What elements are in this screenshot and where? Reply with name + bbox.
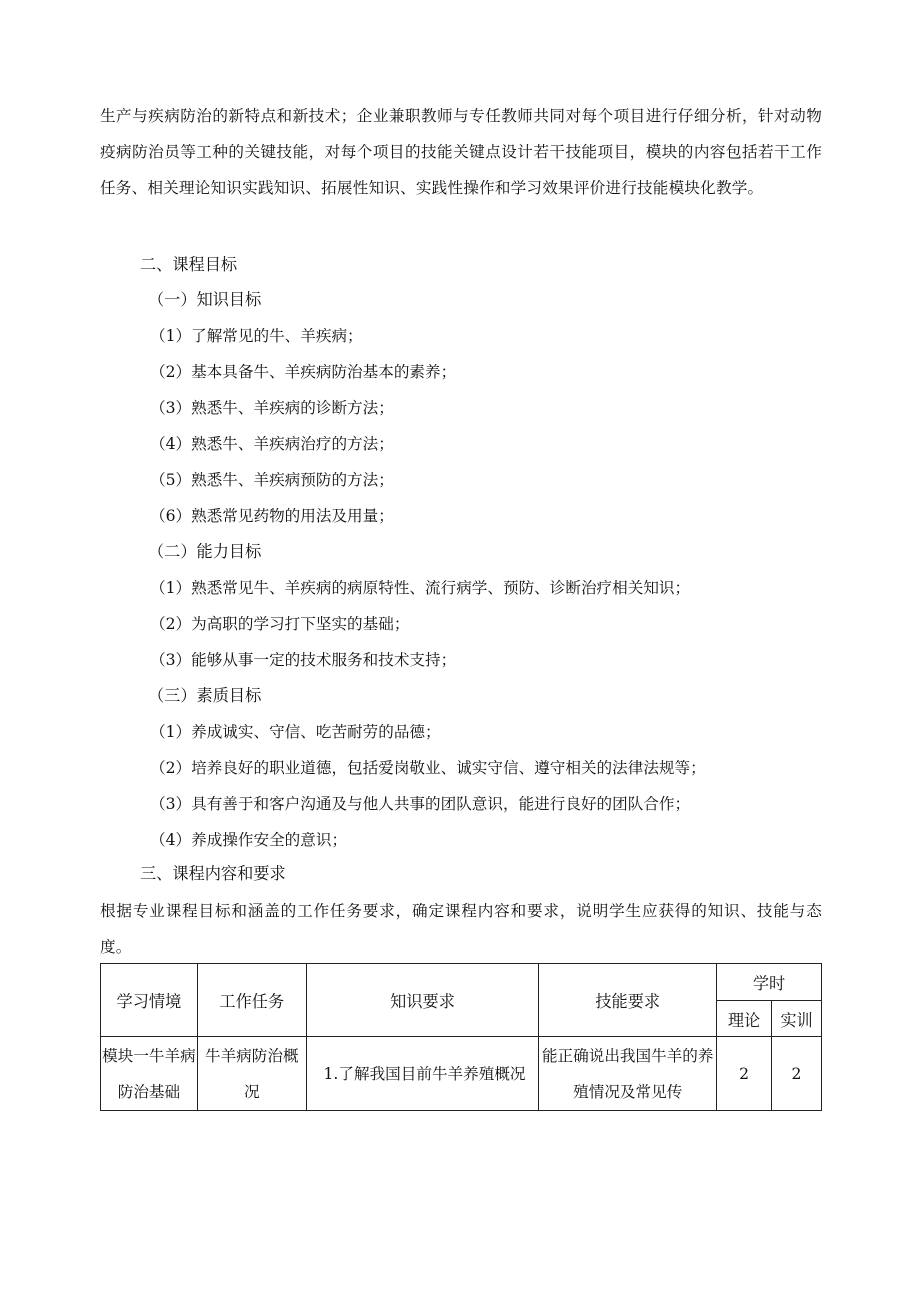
section3-paragraph: 根据专业课程目标和涵盖的工作任务要求，确定课程内容和要求，说明学生应获得的知识、技能与态度。	[100, 902, 822, 956]
header-hours: 学时	[717, 964, 822, 1001]
header-practice: 实训	[772, 1001, 822, 1037]
knowledge-item: （3）熟悉牛、羊疾病的诊断方法；	[150, 399, 394, 417]
ability-item: （1）熟悉常见牛、羊疾病的病原特性、流行病学、预防、诊断治疗相关知识；	[150, 579, 691, 597]
subsection-heading-knowledge: （一）知识目标	[148, 290, 262, 309]
quality-item: （2）培养良好的职业道德，包括爱岗敬业、诚实守信、遵守相关的法律法规等；	[150, 759, 706, 777]
table-header-row	[101, 964, 822, 1001]
cell-knowledge: 1.了解我国目前牛羊养殖概况	[306, 1037, 539, 1111]
knowledge-item: （6）熟悉常见药物的用法及用量；	[150, 507, 394, 525]
header-task: 工作任务	[197, 964, 306, 1037]
section-heading-course-objectives: 二、课程目标	[140, 255, 238, 274]
quality-item: （1）养成诚实、守信、吃苦耐劳的品德；	[150, 723, 441, 741]
header-situation: 学习情境	[101, 964, 198, 1037]
cell-skill: 能正确说出我国牛羊的养殖情况及常见传	[539, 1037, 717, 1111]
ability-item: （2）为高职的学习打下坚实的基础；	[150, 615, 410, 633]
subsection-heading-ability: （二）能力目标	[148, 542, 262, 561]
cell-task: 牛羊病防治概况	[197, 1037, 306, 1111]
knowledge-item: （2）基本具备牛、羊疾病防治基本的素养；	[150, 363, 457, 381]
quality-item: （3）具有善于和客户沟通及与他人共事的团队意识，能进行良好的团队合作；	[150, 795, 691, 813]
course-content-table	[100, 963, 822, 1111]
section-heading-course-content: 三、课程内容和要求	[140, 864, 286, 883]
cell-theory-hours: 2	[717, 1037, 772, 1111]
subsection-heading-quality: （三）素质目标	[148, 686, 262, 705]
quality-item: （4）养成操作安全的意识；	[150, 831, 348, 849]
header-knowledge: 知识要求	[306, 964, 539, 1037]
intro-paragraph: 生产与疾病防治的新特点和新技术；企业兼职教师与专任教师共同对每个项目进行仔细分析，针对动物疫病防治员等工种的关键技能，对每个项目的技能关键点设计若干技能项目，模块的内容包括若干工作任务、相关理论知识实践知识、拓展性知识、实践性操作和学习效果评价进行技能模块化教学。	[100, 107, 822, 197]
knowledge-item: （5）熟悉牛、羊疾病预防的方法；	[150, 471, 394, 489]
ability-item: （3）能够从事一定的技术服务和技术支持；	[150, 651, 457, 669]
knowledge-item: （1）了解常见的牛、羊疾病；	[150, 327, 363, 345]
cell-practice-hours: 2	[772, 1037, 822, 1111]
table-row	[101, 1037, 822, 1111]
header-theory: 理论	[717, 1001, 772, 1037]
cell-situation: 模块一牛羊病防治基础	[101, 1037, 198, 1111]
knowledge-item: （4）熟悉牛、羊疾病治疗的方法；	[150, 435, 394, 453]
header-skill: 技能要求	[539, 964, 717, 1037]
